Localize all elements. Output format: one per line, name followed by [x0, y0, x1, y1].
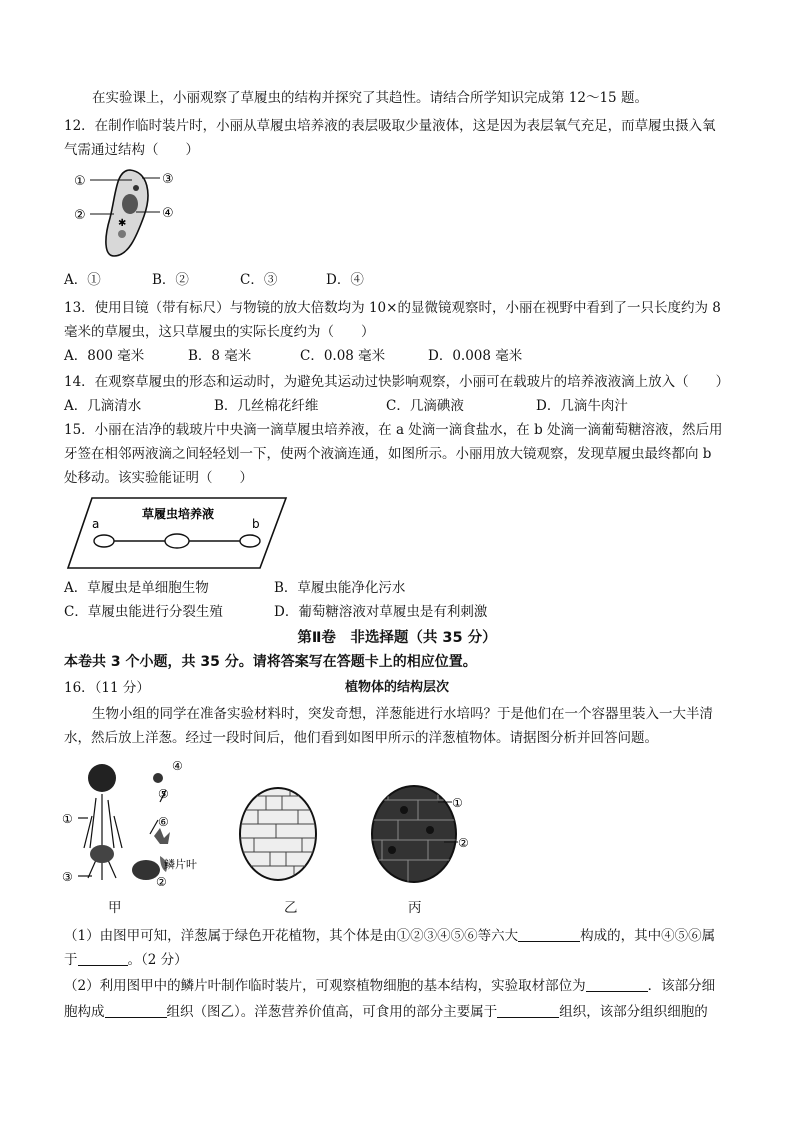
answer-blank-5[interactable]	[497, 1003, 559, 1018]
q15-stem-line3: 处移动。该实验能证明（ ）	[64, 470, 253, 486]
q15-option-d[interactable]: D．葡萄糖溶液对草履虫是有利刺激	[274, 604, 488, 620]
q12-options	[64, 270, 364, 290]
q12-option-a[interactable]: A．①	[64, 272, 101, 288]
scale-leaf-label: 鳞片叶	[164, 858, 197, 871]
paramecium-body	[106, 170, 148, 256]
q12-option-c[interactable]: C．③	[240, 272, 278, 288]
q16-sub2-text-e: 组织，该部分组织细胞的	[559, 1004, 708, 1020]
q14-option-c[interactable]: C．几滴碘液	[386, 398, 464, 414]
q16-sub1-score: 。（2 分）	[127, 952, 188, 968]
q16-topic: 植物体的结构层次	[344, 680, 449, 695]
jia-label-1: ①	[62, 812, 73, 826]
q14-option-d[interactable]: D．几滴牛肉汁	[536, 398, 628, 414]
figure-jia-onion-plant	[62, 756, 212, 886]
q13-options	[64, 346, 522, 366]
q16-sub1-text-c: 于	[64, 952, 78, 968]
q15-option-a[interactable]: A．草履虫是单细胞生物	[64, 580, 209, 596]
label-b: b	[252, 517, 260, 531]
q15-options-row2	[64, 602, 487, 622]
intro-text: 在实验课上，小丽观察了草履虫的结构并探究了其趋性。请结合所学知识完成第 12～15 题。	[92, 90, 648, 106]
q15-stem-line2: 牙签在相邻两液滴之间轻轻划一下，使两个液滴连通，如图所示。小丽用放大镜观察，发现草履虫最终都向 b	[64, 446, 712, 462]
caption-bing: 丙	[408, 900, 422, 916]
q12-stem-line2: 气需通过结构（ ）	[64, 142, 199, 158]
answer-blank-4[interactable]	[105, 1003, 167, 1018]
answer-blank-1[interactable]	[518, 927, 580, 942]
q16-sub1-line1	[64, 926, 715, 946]
answer-blank-3[interactable]	[586, 977, 648, 992]
q16-sub2-text-d: 组织（图乙）。洋葱营养价值高，可食用的部分主要属于	[166, 1004, 498, 1020]
slide-diagram	[64, 494, 288, 572]
q16-para-line1: 生物小组的同学在准备实验材料时，突发奇想，洋葱能进行水培吗？于是他们在一个容器里装入一大半清	[92, 706, 713, 722]
bing-label-1: ①	[452, 796, 463, 810]
jia-label-5: ⑤	[158, 787, 169, 801]
q16-sub1-line2	[64, 950, 188, 970]
q15-option-c[interactable]: C．草履虫能进行分裂生殖	[64, 604, 223, 620]
q12-label-4: ④	[162, 206, 174, 221]
figure-bing-stained-cells	[368, 780, 480, 890]
paramecium-figure	[70, 164, 190, 264]
q12-label-1: ①	[74, 174, 86, 189]
caption-yi: 乙	[284, 900, 298, 916]
q14-option-a[interactable]: A．几滴清水	[64, 398, 142, 414]
q12-label-2: ②	[74, 208, 86, 223]
q16-sub2-text-a: （2）利用图甲中的鳞片叶制作临时装片，可观察植物细胞的基本结构，实验取材部位为	[64, 978, 586, 994]
q16-sub1-text-a: （1）由图甲可知，洋葱属于绿色开花植物，其个体是由①②③④⑤⑥等六大	[64, 928, 519, 944]
q14-option-b[interactable]: B．几丝棉花纤维	[214, 398, 319, 414]
q12-option-b[interactable]: B．②	[152, 272, 189, 288]
section-note: 本卷共 3 个小题，共 35 分。请将答案写在答题卡上的相应位置。	[64, 654, 477, 670]
q13-stem-line2: 毫米的草履虫，这只草履虫的实际长度约为（ ）	[64, 324, 375, 340]
svg-text:✱: ✱	[118, 218, 127, 229]
q16-sub1-text-b: 构成的，其中④⑤⑥属	[580, 928, 716, 944]
figure-yi-cell-tissue	[236, 784, 320, 884]
q15-option-b[interactable]: B．草履虫能净化污水	[274, 580, 406, 596]
caption-jia: 甲	[108, 900, 122, 916]
q12-label-3: ③	[162, 172, 174, 187]
q12-option-d[interactable]: D．④	[326, 272, 364, 288]
jia-label-4: ④	[172, 759, 183, 773]
answer-blank-2[interactable]	[78, 951, 128, 966]
jia-label-3: ③	[62, 870, 73, 884]
section-title: 第Ⅱ卷 非选择题（共 35 分）	[297, 630, 497, 646]
jia-label-2: ②	[156, 875, 167, 886]
q13-option-b[interactable]: B．8 毫米	[188, 348, 252, 364]
slide-title: 草履虫培养液	[142, 507, 215, 521]
q15-options-row1	[64, 578, 405, 598]
q14-options	[64, 396, 628, 416]
q13-option-d[interactable]: D．0.008 毫米	[428, 348, 523, 364]
q13-option-c[interactable]: C．0.08 毫米	[300, 348, 386, 364]
q13-stem-line1: 13．使用目镜（带有标尺）与物镜的放大倍数均为 10×的显微镜观察时，小丽在视野中看到了一只长度约为 8	[64, 300, 721, 316]
q15-stem-line1: 15．小丽在洁净的载玻片中央滴一滴草履虫培养液，在 a 处滴一滴食盐水，在 b 处滴一滴葡萄糖溶液，然后用	[64, 422, 723, 438]
q13-option-a[interactable]: A．800 毫米	[64, 348, 145, 364]
q12-stem-line1: 12．在制作临时装片时，小丽从草履虫培养液的表层吸取少量液体，这是因为表层氧气充足，而草履虫摄入氧	[64, 118, 716, 134]
q16-sub2-text-b: ．该部分细	[647, 978, 716, 994]
label-a: a	[92, 517, 100, 531]
q14-stem: 14．在观察草履虫的形态和运动时，为避免其运动过快影响观察，小丽可在载玻片的培养液液滴上放入（ ）	[64, 374, 730, 390]
q16-number: 16．（11 分）	[64, 680, 150, 696]
q16-para-line2: 水，然后放上洋葱。经过一段时间后，他们看到如图甲所示的洋葱植物体。请据图分析并回答问题。	[64, 730, 658, 746]
q16-sub2-line2	[64, 1002, 708, 1022]
q16-sub2-text-c: 胞构成	[64, 1004, 105, 1020]
bing-label-2: ②	[458, 836, 469, 850]
jia-label-6: ⑥	[158, 815, 169, 829]
q16-sub2-line1	[64, 976, 715, 996]
